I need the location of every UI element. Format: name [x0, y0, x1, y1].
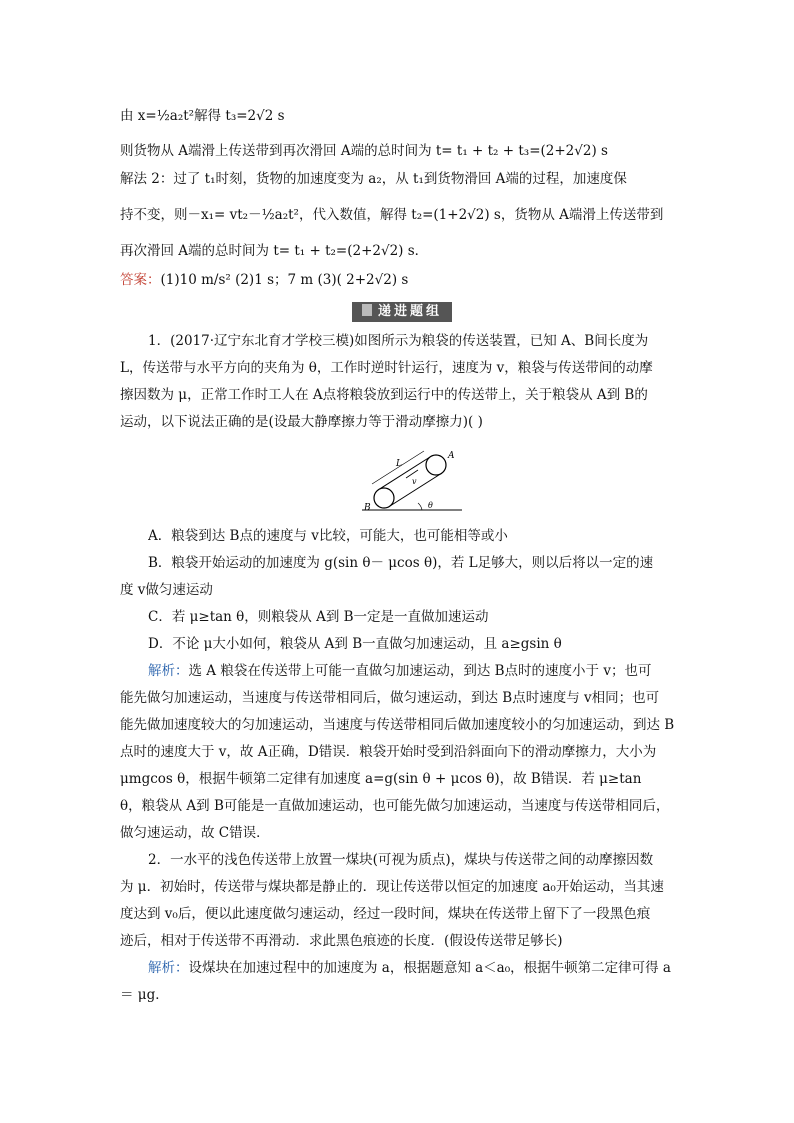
analysis-2-line-1	[148, 958, 676, 978]
question-2-line-3: 度达到 v₀后，便以此速度做匀速运动，经过一段时间，煤块在传送带上留下了一段黑色痕	[120, 906, 651, 922]
question-1-line-4: 运动，以下说法正确的是(设最大静摩擦力等于滑动摩擦力)( )	[120, 414, 483, 430]
analysis-1-line-7: 做匀速运动，故 C错误．	[120, 825, 270, 841]
question-1-line-1: 1．(2017·辽宁东北育才学校三模)如图所示为粮袋的传送装置，已知 A、B间长度为	[148, 333, 649, 349]
analysis-1-line-5: μmgcos θ，根据牛顿第二定律有加速度 a=g(sin θ + μcos θ)，故 B错误．若 μ≥tan	[120, 771, 642, 787]
analysis-label: 解析：	[148, 663, 189, 679]
solution-line-3: 解法 2：过了 t₁时刻，货物的加速度变为 a₂，从 t₁到货物滑回 A端的过程，加速度保	[120, 171, 627, 187]
question-1-line-3: 擦因数为 μ，正常工作时工人在 A点将粮袋放到运行中的传送带上，关于粮袋从 A到 B的	[120, 387, 648, 403]
solution-line-4: 持不变，则－x₁= vt₂－½a₂t²，代入数值，解得 t₂=(1+2√2) s，货物从 A端滑上传送带到	[120, 207, 664, 223]
label-v: v	[412, 477, 417, 486]
analysis-text: 选 A 粮袋在传送带上可能一直做匀加速运动，到达 B点时的速度小于 v；也可	[188, 663, 652, 679]
answer-text: (1)10 m/s² (2)1 s；7 m (3)( 2+2√2) s	[160, 272, 409, 288]
section-badge	[352, 302, 452, 322]
label-a: A	[448, 451, 455, 461]
label-b: B	[364, 503, 371, 513]
answer-label: 答案：	[120, 272, 161, 288]
analysis-2-line-2: ＝ μg．	[120, 987, 169, 1003]
option-b-line-2: 度 v做匀速运动	[120, 582, 213, 598]
option-d: D．不论 μ大小如何，粮袋从 A到 B一直做匀加速运动，且 a≥gsin θ	[148, 636, 562, 652]
badge-icon	[362, 304, 372, 316]
question-1-line-2: L，传送带与水平方向的夹角为 θ，工作时逆时针运行，速度为 v，粮袋与传送带间的动摩	[120, 360, 653, 376]
solution-line-5: 再次滑回 A端的总时间为 t= t₁ + t₂=(2+2√2) s．	[120, 243, 429, 259]
analysis-1-line-3: 能先做加速度较大的匀加速运动，当速度与传送带相同后做加速度较小的匀加速运动，到达 B	[120, 717, 675, 733]
analysis-2-label: 解析：	[148, 960, 189, 976]
solution-line-1: 由 x=½a₂t²解得 t₃=2√2 s	[120, 108, 285, 124]
analysis-1-line-2: 能先做匀加速运动，当速度与传送带相同后，做匀速运动，到达 B点时速度与 v相同；也可	[120, 690, 660, 706]
question-2-line-1: 2．一水平的浅色传送带上放置一煤块(可视为质点)，煤块与传送带之间的动摩擦因数	[148, 852, 654, 868]
label-l: L	[396, 459, 402, 469]
option-b-line-1: B．粮袋开始运动的加速度为 g(sin θ－ μcos θ)，若 L足够大，则以后将以一定的速	[148, 555, 654, 571]
badge-label: 递进题组	[377, 304, 442, 319]
analysis-1-line-6: θ，粮袋从 A到 B可能是一直做加速运动，也可能先做匀加速运动，当速度与传送带相同后，	[120, 798, 670, 814]
angle-arc	[418, 503, 422, 510]
question-2-line-2: 为 μ．初始时，传送带与煤块都是静止的．现让传送带以恒定的加速度 a₀开始运动，当其速	[120, 879, 664, 895]
question-2-line-4: 迹后，相对于传送带不再滑动．求此黑色痕迹的长度．(假设传送带足够长)	[120, 933, 563, 949]
analysis-2-text: 设煤块在加速过程中的加速度为 a，根据题意知 a＜a₀，根据牛顿第二定律可得 a	[188, 960, 671, 976]
solution-line-2: 则货物从 A端滑上传送带到再次滑回 A端的总时间为 t= t₁ + t₂ + t₃=(2+2√2) s	[120, 143, 608, 159]
analysis-1-line-4: 点时的速度大于 v，故 A正确，D错误．粮袋开始时受到沿斜面向下的滑动摩擦力，大小为	[120, 744, 657, 760]
answer-line	[120, 270, 676, 290]
analysis-1-line-1	[148, 661, 676, 681]
label-theta: θ	[428, 501, 433, 510]
conveyor-figure	[362, 448, 462, 516]
option-c: C．若 μ≥tan θ，则粮袋从 A到 B一定是一直做加速运动	[148, 609, 489, 625]
option-a: A．粮袋到达 B点的速度与 v比较，可能大，也可能相等或小	[148, 528, 508, 544]
